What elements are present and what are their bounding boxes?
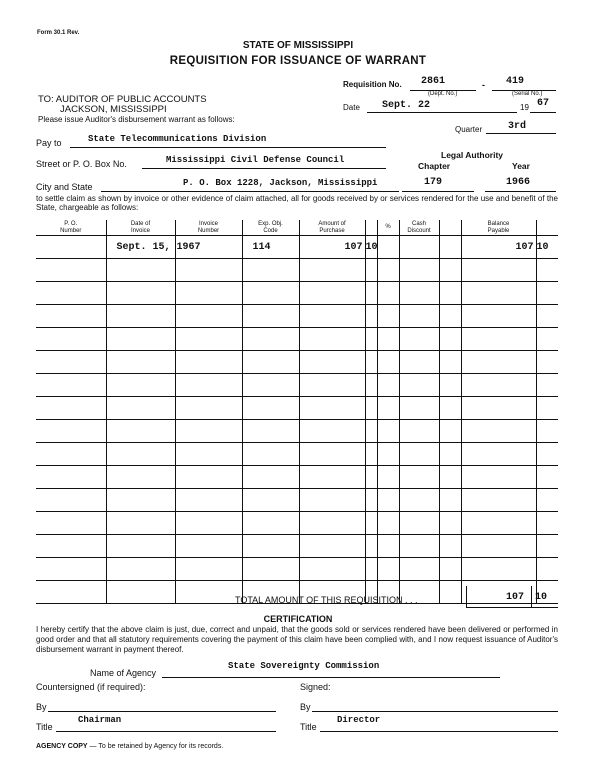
table-cell bbox=[399, 236, 439, 259]
table-cell bbox=[439, 489, 461, 512]
table-cell bbox=[299, 466, 365, 489]
table-cell bbox=[106, 558, 175, 581]
date-value: Sept. 22 bbox=[382, 100, 431, 111]
table-cell bbox=[399, 397, 439, 420]
column-header bbox=[365, 220, 377, 236]
table-cell bbox=[36, 420, 106, 443]
table-cell bbox=[106, 443, 175, 466]
settle-claim-text: to settle claim as shown by invoice or other evidence of claim attached, all for goods received by or services rendered for the use and benefit of the State, chargeable as follows: bbox=[36, 194, 558, 212]
table-cell bbox=[106, 259, 175, 282]
table-cell bbox=[242, 351, 299, 374]
table-cell bbox=[399, 512, 439, 535]
table-cell bbox=[461, 443, 536, 466]
title-value-right: Director bbox=[337, 715, 381, 725]
agency-copy-footer bbox=[36, 743, 223, 750]
table-row bbox=[36, 305, 558, 328]
table-cell bbox=[242, 535, 299, 558]
chapter-line bbox=[402, 191, 474, 192]
table-cell bbox=[175, 581, 242, 604]
table-cell bbox=[399, 351, 439, 374]
table-cell bbox=[439, 282, 461, 305]
table-cell bbox=[175, 328, 242, 351]
table-cell bbox=[175, 351, 242, 374]
table-cell bbox=[299, 282, 365, 305]
table-cell bbox=[365, 489, 377, 512]
table-cell bbox=[439, 397, 461, 420]
table-cell: 10 bbox=[365, 236, 377, 259]
table-cell bbox=[106, 581, 175, 604]
total-line bbox=[466, 607, 558, 608]
total-divider-cents bbox=[531, 586, 532, 608]
table-cell bbox=[536, 535, 558, 558]
by-line-right bbox=[312, 711, 558, 712]
table-row bbox=[36, 374, 558, 397]
city-label: City and State bbox=[36, 182, 93, 192]
table-cell bbox=[461, 259, 536, 282]
table-row bbox=[36, 466, 558, 489]
table-cell bbox=[377, 512, 399, 535]
table-cell bbox=[439, 535, 461, 558]
legal-authority-title: Legal Authority bbox=[441, 150, 504, 160]
quarter-label: Quarter bbox=[455, 125, 483, 134]
claim-table bbox=[36, 220, 558, 604]
table-cell bbox=[365, 351, 377, 374]
table-cell bbox=[439, 374, 461, 397]
table-cell bbox=[439, 466, 461, 489]
table-row bbox=[36, 236, 558, 259]
table-cell bbox=[242, 282, 299, 305]
table-cell bbox=[175, 282, 242, 305]
table-cell bbox=[242, 374, 299, 397]
agency-label: Name of Agency bbox=[90, 668, 157, 678]
table-cell bbox=[365, 535, 377, 558]
dept-no-value: 2861 bbox=[421, 76, 446, 87]
street-line bbox=[142, 168, 386, 169]
table-cell bbox=[36, 397, 106, 420]
table-cell bbox=[299, 374, 365, 397]
table-row bbox=[36, 443, 558, 466]
table-row bbox=[36, 397, 558, 420]
table-cell bbox=[461, 305, 536, 328]
table-row bbox=[36, 535, 558, 558]
table-row bbox=[36, 489, 558, 512]
title-label-left: Title bbox=[36, 722, 53, 732]
table-cell bbox=[377, 420, 399, 443]
dash: - bbox=[482, 80, 485, 90]
by-label-right: By bbox=[300, 702, 311, 712]
table-cell bbox=[106, 328, 175, 351]
table-cell bbox=[461, 512, 536, 535]
table-cell bbox=[365, 374, 377, 397]
table-cell bbox=[299, 351, 365, 374]
table-cell bbox=[461, 558, 536, 581]
total-divider-left bbox=[466, 586, 467, 608]
form-title: REQUISITION FOR ISSUANCE OF WARRANT bbox=[169, 55, 427, 67]
to-auditor: TO: AUDITOR OF PUBLIC ACCOUNTS bbox=[38, 94, 207, 105]
pay-to-value: State Telecommunications Division bbox=[88, 134, 267, 144]
table-cell bbox=[439, 328, 461, 351]
total-cents: 10 bbox=[535, 592, 548, 603]
table-cell bbox=[439, 443, 461, 466]
table-cell bbox=[242, 420, 299, 443]
table-cell bbox=[106, 489, 175, 512]
table-cell bbox=[365, 328, 377, 351]
title-line-left bbox=[56, 731, 276, 732]
title-label-right: Title bbox=[300, 722, 317, 732]
table-cell bbox=[299, 259, 365, 282]
table-cell bbox=[399, 443, 439, 466]
table-cell bbox=[377, 282, 399, 305]
table-cell bbox=[36, 236, 106, 259]
table-cell bbox=[299, 535, 365, 558]
table-cell bbox=[365, 259, 377, 282]
table-cell bbox=[106, 374, 175, 397]
table-cell bbox=[299, 397, 365, 420]
table-cell bbox=[365, 397, 377, 420]
table-cell bbox=[242, 512, 299, 535]
table-cell bbox=[175, 397, 242, 420]
table-cell: 114 bbox=[242, 236, 299, 259]
table-cell bbox=[439, 581, 461, 604]
column-header bbox=[536, 220, 558, 236]
table-cell bbox=[106, 282, 175, 305]
authority-year-line bbox=[485, 191, 556, 192]
table-cell bbox=[536, 489, 558, 512]
table-cell bbox=[365, 420, 377, 443]
table-cell bbox=[461, 351, 536, 374]
column-header: Exp. Obj. Code bbox=[242, 220, 299, 236]
table-cell bbox=[399, 282, 439, 305]
table-cell bbox=[377, 351, 399, 374]
year-prefix: 19 bbox=[520, 103, 529, 112]
table-cell bbox=[299, 420, 365, 443]
table-cell bbox=[439, 236, 461, 259]
table-row bbox=[36, 328, 558, 351]
street-value: Mississippi Civil Defense Council bbox=[166, 155, 345, 165]
table-cell bbox=[242, 259, 299, 282]
table-cell bbox=[299, 512, 365, 535]
table-cell bbox=[461, 535, 536, 558]
table-cell: 107 bbox=[299, 236, 365, 259]
dept-no-caption: (Dept. No.) bbox=[428, 91, 458, 97]
table-cell bbox=[461, 581, 536, 604]
table-cell bbox=[461, 420, 536, 443]
countersigned-label: Countersigned (if required): bbox=[36, 682, 146, 692]
column-header bbox=[439, 220, 461, 236]
table-cell bbox=[175, 420, 242, 443]
table-header-row bbox=[36, 220, 558, 236]
table-cell bbox=[399, 489, 439, 512]
year-line bbox=[530, 112, 556, 113]
column-header: Balance Payable bbox=[461, 220, 536, 236]
table-cell bbox=[377, 489, 399, 512]
city-line bbox=[101, 191, 399, 192]
table-cell bbox=[536, 420, 558, 443]
table-cell bbox=[242, 489, 299, 512]
column-header: Amount of Purchase bbox=[299, 220, 365, 236]
serial-no-value: 419 bbox=[506, 76, 525, 87]
table-cell bbox=[399, 466, 439, 489]
table-row bbox=[36, 420, 558, 443]
requisition-label: Requisition No. bbox=[343, 80, 402, 89]
table-cell bbox=[36, 581, 106, 604]
chapter-label: Chapter bbox=[418, 161, 451, 171]
city-value: P. O. Box 1228, Jackson, Mississippi bbox=[183, 178, 378, 188]
by-label-left: By bbox=[36, 702, 47, 712]
table-cell bbox=[36, 328, 106, 351]
title-value-left: Chairman bbox=[78, 715, 122, 725]
table-cell bbox=[439, 259, 461, 282]
table-cell bbox=[461, 328, 536, 351]
table-cell bbox=[377, 305, 399, 328]
column-header: Invoice Number bbox=[175, 220, 242, 236]
table-cell bbox=[175, 374, 242, 397]
table-cell bbox=[536, 305, 558, 328]
table-cell bbox=[242, 443, 299, 466]
table-cell bbox=[36, 535, 106, 558]
table-cell bbox=[365, 558, 377, 581]
year-value: 67 bbox=[537, 98, 550, 109]
table-cell bbox=[175, 558, 242, 581]
table-cell bbox=[299, 443, 365, 466]
column-header: Cash Discount bbox=[399, 220, 439, 236]
table-cell bbox=[536, 351, 558, 374]
column-header: % bbox=[377, 220, 399, 236]
table-cell bbox=[242, 328, 299, 351]
table-row bbox=[36, 351, 558, 374]
table-cell bbox=[299, 489, 365, 512]
table-cell bbox=[536, 397, 558, 420]
form-number: Form 30.1 Rev. bbox=[37, 30, 80, 36]
table-cell bbox=[106, 512, 175, 535]
table-cell bbox=[175, 259, 242, 282]
table-cell bbox=[365, 512, 377, 535]
table-cell bbox=[36, 374, 106, 397]
title-line-right bbox=[320, 731, 558, 732]
table-cell bbox=[536, 282, 558, 305]
chapter-value: 179 bbox=[424, 177, 443, 188]
table-cell bbox=[377, 374, 399, 397]
table-cell bbox=[365, 466, 377, 489]
table-cell bbox=[106, 420, 175, 443]
table-cell bbox=[175, 489, 242, 512]
table-cell bbox=[399, 305, 439, 328]
table-cell bbox=[299, 328, 365, 351]
table-cell bbox=[399, 259, 439, 282]
to-jackson: JACKSON, MISSISSIPPI bbox=[60, 104, 167, 115]
table-cell bbox=[461, 282, 536, 305]
column-header: P. O. Number bbox=[36, 220, 106, 236]
table-cell bbox=[439, 512, 461, 535]
table-cell bbox=[365, 443, 377, 466]
table-row bbox=[36, 558, 558, 581]
table-cell bbox=[377, 466, 399, 489]
pay-to-label: Pay to bbox=[36, 138, 62, 148]
table-cell bbox=[36, 351, 106, 374]
agency-line bbox=[162, 677, 500, 678]
table-cell bbox=[439, 420, 461, 443]
table-cell: Sept. 15, 1967 bbox=[106, 236, 175, 259]
table-cell bbox=[536, 374, 558, 397]
date-label: Date bbox=[343, 103, 360, 112]
table-cell: 10 bbox=[536, 236, 558, 259]
street-label: Street or P. O. Box No. bbox=[36, 159, 127, 169]
table-cell bbox=[377, 443, 399, 466]
table-cell bbox=[175, 443, 242, 466]
table-cell bbox=[377, 328, 399, 351]
table-cell bbox=[365, 305, 377, 328]
table-cell bbox=[365, 282, 377, 305]
table-cell bbox=[175, 512, 242, 535]
authority-year-value: 1966 bbox=[506, 177, 531, 188]
table-cell bbox=[439, 558, 461, 581]
table-row bbox=[36, 259, 558, 282]
agency-copy-note: — To be retained by Agency for its records. bbox=[87, 743, 224, 750]
table-cell bbox=[536, 466, 558, 489]
table-cell bbox=[175, 466, 242, 489]
table-cell bbox=[399, 328, 439, 351]
table-cell bbox=[175, 535, 242, 558]
quarter-value: 3rd bbox=[508, 121, 527, 132]
table-cell bbox=[377, 236, 399, 259]
table-cell bbox=[536, 259, 558, 282]
certification-text: I hereby certify that the above claim is just, due, correct and unpaid, that the goods sold or services rendered have been delivered or performed in good order and that all statutory requirements covering the payment of this claim have been complied with, and I now request issuance of Auditor's disbursement warrant in payment thereof. bbox=[36, 625, 558, 654]
by-line-left bbox=[48, 711, 276, 712]
table-cell bbox=[242, 466, 299, 489]
serial-no-caption: (Serial No.) bbox=[512, 91, 543, 97]
pay-to-line bbox=[70, 147, 386, 148]
table-cell bbox=[106, 397, 175, 420]
table-row bbox=[36, 512, 558, 535]
table-cell bbox=[242, 305, 299, 328]
table-cell bbox=[536, 558, 558, 581]
table-cell: 107 bbox=[461, 236, 536, 259]
table-cell bbox=[36, 466, 106, 489]
date-line bbox=[367, 112, 517, 113]
table-cell bbox=[36, 282, 106, 305]
state-heading: STATE OF MISSISSIPPI bbox=[242, 40, 354, 51]
table-cell bbox=[461, 466, 536, 489]
table-cell bbox=[36, 489, 106, 512]
table-cell bbox=[36, 443, 106, 466]
table-cell bbox=[299, 305, 365, 328]
total-value: 107 bbox=[506, 592, 525, 603]
table-cell bbox=[399, 420, 439, 443]
table-cell bbox=[106, 535, 175, 558]
table-cell bbox=[299, 558, 365, 581]
table-cell bbox=[106, 305, 175, 328]
quarter-line bbox=[486, 133, 556, 134]
table-cell bbox=[536, 512, 558, 535]
table-row bbox=[36, 282, 558, 305]
column-header: Date of Invoice bbox=[106, 220, 175, 236]
table-cell bbox=[242, 558, 299, 581]
table-cell bbox=[399, 558, 439, 581]
table-cell bbox=[377, 259, 399, 282]
total-label: TOTAL AMOUNT OF THIS REQUISITION . . . bbox=[235, 595, 418, 605]
agency-value: State Sovereignty Commission bbox=[228, 661, 380, 671]
table-cell bbox=[461, 489, 536, 512]
table-cell bbox=[399, 535, 439, 558]
table-cell bbox=[461, 397, 536, 420]
please-issue: Please issue Auditor's disbursement warrant as follows: bbox=[38, 115, 235, 124]
year-label: Year bbox=[512, 161, 530, 171]
table-cell bbox=[242, 397, 299, 420]
table-cell bbox=[461, 374, 536, 397]
table-cell bbox=[175, 305, 242, 328]
table-cell bbox=[439, 351, 461, 374]
table-cell bbox=[399, 374, 439, 397]
table-cell bbox=[36, 558, 106, 581]
signed-label: Signed: bbox=[300, 682, 331, 692]
table-cell bbox=[377, 535, 399, 558]
table-cell bbox=[536, 328, 558, 351]
certification-title: CERTIFICATION bbox=[263, 614, 333, 624]
table-cell bbox=[36, 512, 106, 535]
table-cell bbox=[536, 443, 558, 466]
table-cell bbox=[36, 259, 106, 282]
agency-copy-label: AGENCY COPY bbox=[36, 743, 88, 750]
table-cell bbox=[106, 351, 175, 374]
table-cell bbox=[439, 305, 461, 328]
table-cell bbox=[377, 397, 399, 420]
table-cell bbox=[106, 466, 175, 489]
table-cell bbox=[36, 305, 106, 328]
table-cell bbox=[377, 558, 399, 581]
